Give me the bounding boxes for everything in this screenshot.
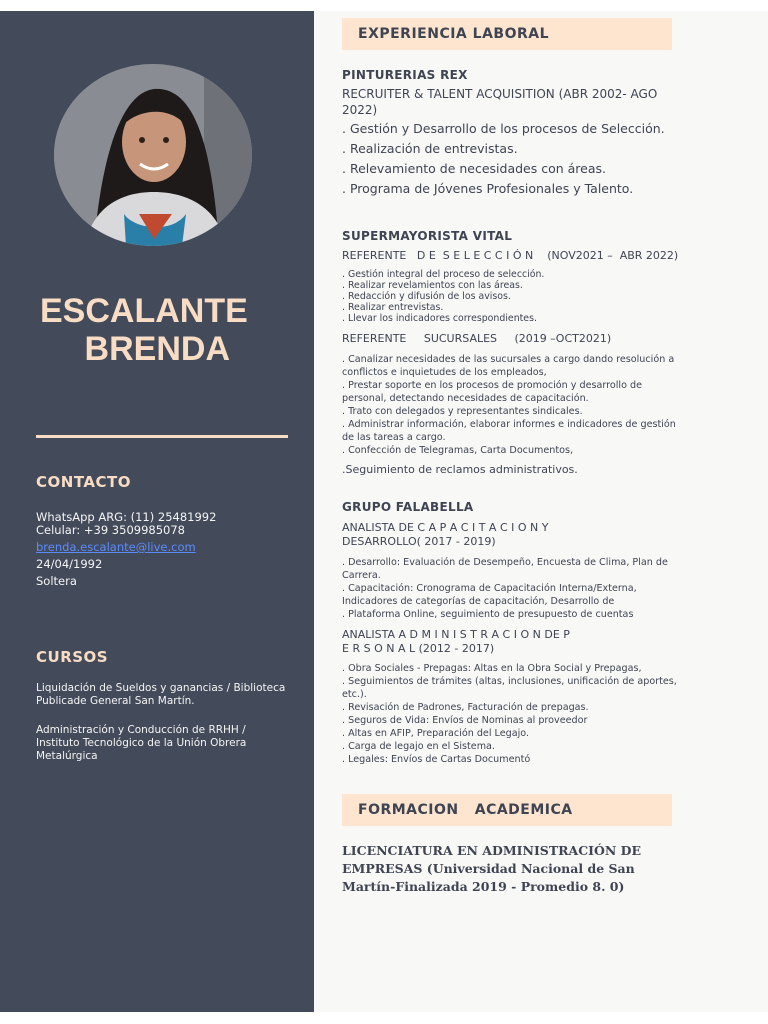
- profile-photo: [54, 64, 252, 246]
- experience-heading: EXPERIENCIA LABORAL: [358, 26, 550, 42]
- job-bullet: . Seguimientos de trámites (altas, inclusiones, unificación de aportes, etc.).: [342, 676, 677, 700]
- job-bullet: . Canalizar necesidades de las sucursales a cargo dando resolución a conflictos e inquietudes de los empleados,: [342, 354, 675, 378]
- full-name: [40, 292, 248, 368]
- job-bullet: . Plataforma Online, seguimiento de presupuesto de cuentas: [342, 609, 634, 620]
- job-bullet: . Capacitación: Cronograma de Capacitación Interna/Externa, Indicadores de categorías de capacitación, Desarrollo de: [342, 583, 637, 607]
- experience-heading-band: [342, 18, 672, 50]
- job-role: RECRUITER & TALENT ACQUISITION (ABR 2002- AGO 2022): [342, 87, 658, 117]
- job-bullet: . Legales: Envíos de Cartas Documentó: [342, 754, 531, 765]
- job-bullet: . Redacción y difusión de los avisos.: [342, 291, 511, 302]
- company-name: SUPERMAYORISTA VITAL: [342, 229, 513, 243]
- contact-heading: CONTACTO: [36, 473, 131, 491]
- job-role: ANALISTA DE C A P A C I T A C I O N Y DESARROLLO( 2017 - 2019): [342, 521, 549, 548]
- job-bullet: . Trato con delegados y representantes sindicales.: [342, 406, 583, 417]
- job-bullet: . Realizar revelamientos con las áreas.: [342, 280, 523, 291]
- job-bullet: . Confección de Telegramas, Carta Documentos,: [342, 445, 574, 456]
- degree: LICENCIATURA EN ADMINISTRACIÓN DE EMPRESAS (Universidad Nacional de San Martín-Finalizada 2019 - Promedio 8. 0): [342, 843, 642, 894]
- job-bullet: . Desarrollo: Evaluación de Desempeño, Encuesta de Clima, Plan de Carrera.: [342, 557, 668, 581]
- job-bullet: . Altas en AFIP, Preparación del Legajo.: [342, 728, 529, 739]
- job-bullet: . Relevamiento de necesidades con áreas.: [342, 161, 607, 176]
- marital-status: Soltera: [36, 574, 77, 588]
- job-bullet: . Carga de legajo en el Sistema.: [342, 741, 495, 752]
- job-bullet: .Seguimiento de reclamos administrativos.: [342, 463, 578, 476]
- job-bullet: . Gestión integral del proceso de selección.: [342, 269, 545, 280]
- job-bullet: . Realización de entrevistas.: [342, 141, 518, 156]
- job-bullet: . Gestión y Desarrollo de los procesos de Selección.: [342, 121, 665, 136]
- job-bullet: . Realizar entrevistas.: [342, 302, 444, 313]
- job-bullet: . Administrar información, elaborar informes e indicadores de gestión de las tareas a cargo.: [342, 419, 676, 443]
- job-bullet: . Prestar soporte en los procesos de promoción y desarrollo de personal, detectando necesidades de capacitación.: [342, 380, 642, 404]
- birthdate: 24/04/1992: [36, 557, 103, 571]
- education-entry: [342, 842, 652, 896]
- education-heading-band: [342, 794, 672, 826]
- courses-list: [36, 682, 286, 779]
- contact-info: [36, 511, 216, 588]
- person-portrait-icon: [54, 64, 252, 246]
- job-falabella: [342, 500, 677, 766]
- email-link[interactable]: brenda.escalante@live.com: [36, 540, 196, 554]
- job-pinturerias: [342, 68, 677, 199]
- job-role: ANALISTA A D M I N I S T R A C I O N DE P E R S O N A L (2012 - 2017): [342, 628, 570, 655]
- job-role: REFERENTE D E S E L E C C I Ó N (NOV2021 – ABR 2022): [342, 249, 679, 262]
- last-name: ESCALANTE: [40, 292, 248, 330]
- job-bullet: . Revisación de Padrones, Facturación de prepagas.: [342, 702, 589, 713]
- first-name: BRENDA: [84, 330, 230, 368]
- name-divider: [36, 435, 288, 438]
- cell-number: Celular: +39 3509985078: [36, 523, 185, 537]
- company-name: GRUPO FALABELLA: [342, 500, 474, 514]
- education-heading: FORMACION ACADEMICA: [358, 802, 573, 818]
- job-vital: [342, 229, 677, 477]
- job-bullet: . Programa de Jóvenes Profesionales y Talento.: [342, 181, 634, 196]
- job-bullet: . Obra Sociales - Prepagas: Altas en la Obra Social y Prepagas,: [342, 663, 642, 674]
- course-item: Liquidación de Sueldos y ganancias / Biblioteca Publicade General San Martín.: [36, 682, 286, 707]
- job-bullet: . Seguros de Vida: Envíos de Nominas al proveedor: [342, 715, 588, 726]
- job-bullet: . Llevar los indicadores correspondientes.: [342, 313, 537, 324]
- whatsapp-number: WhatsApp ARG: (11) 25481992: [36, 510, 217, 524]
- course-item: Administración y Conducción de RRHH / Instituto Tecnológico de la Unión Obrera Metalúrgica: [36, 724, 247, 762]
- courses-heading: CURSOS: [36, 648, 109, 666]
- company-name: PINTURERIAS REX: [342, 68, 468, 82]
- job-role: REFERENTE SUCURSALES (2019 –OCT2021): [342, 332, 612, 345]
